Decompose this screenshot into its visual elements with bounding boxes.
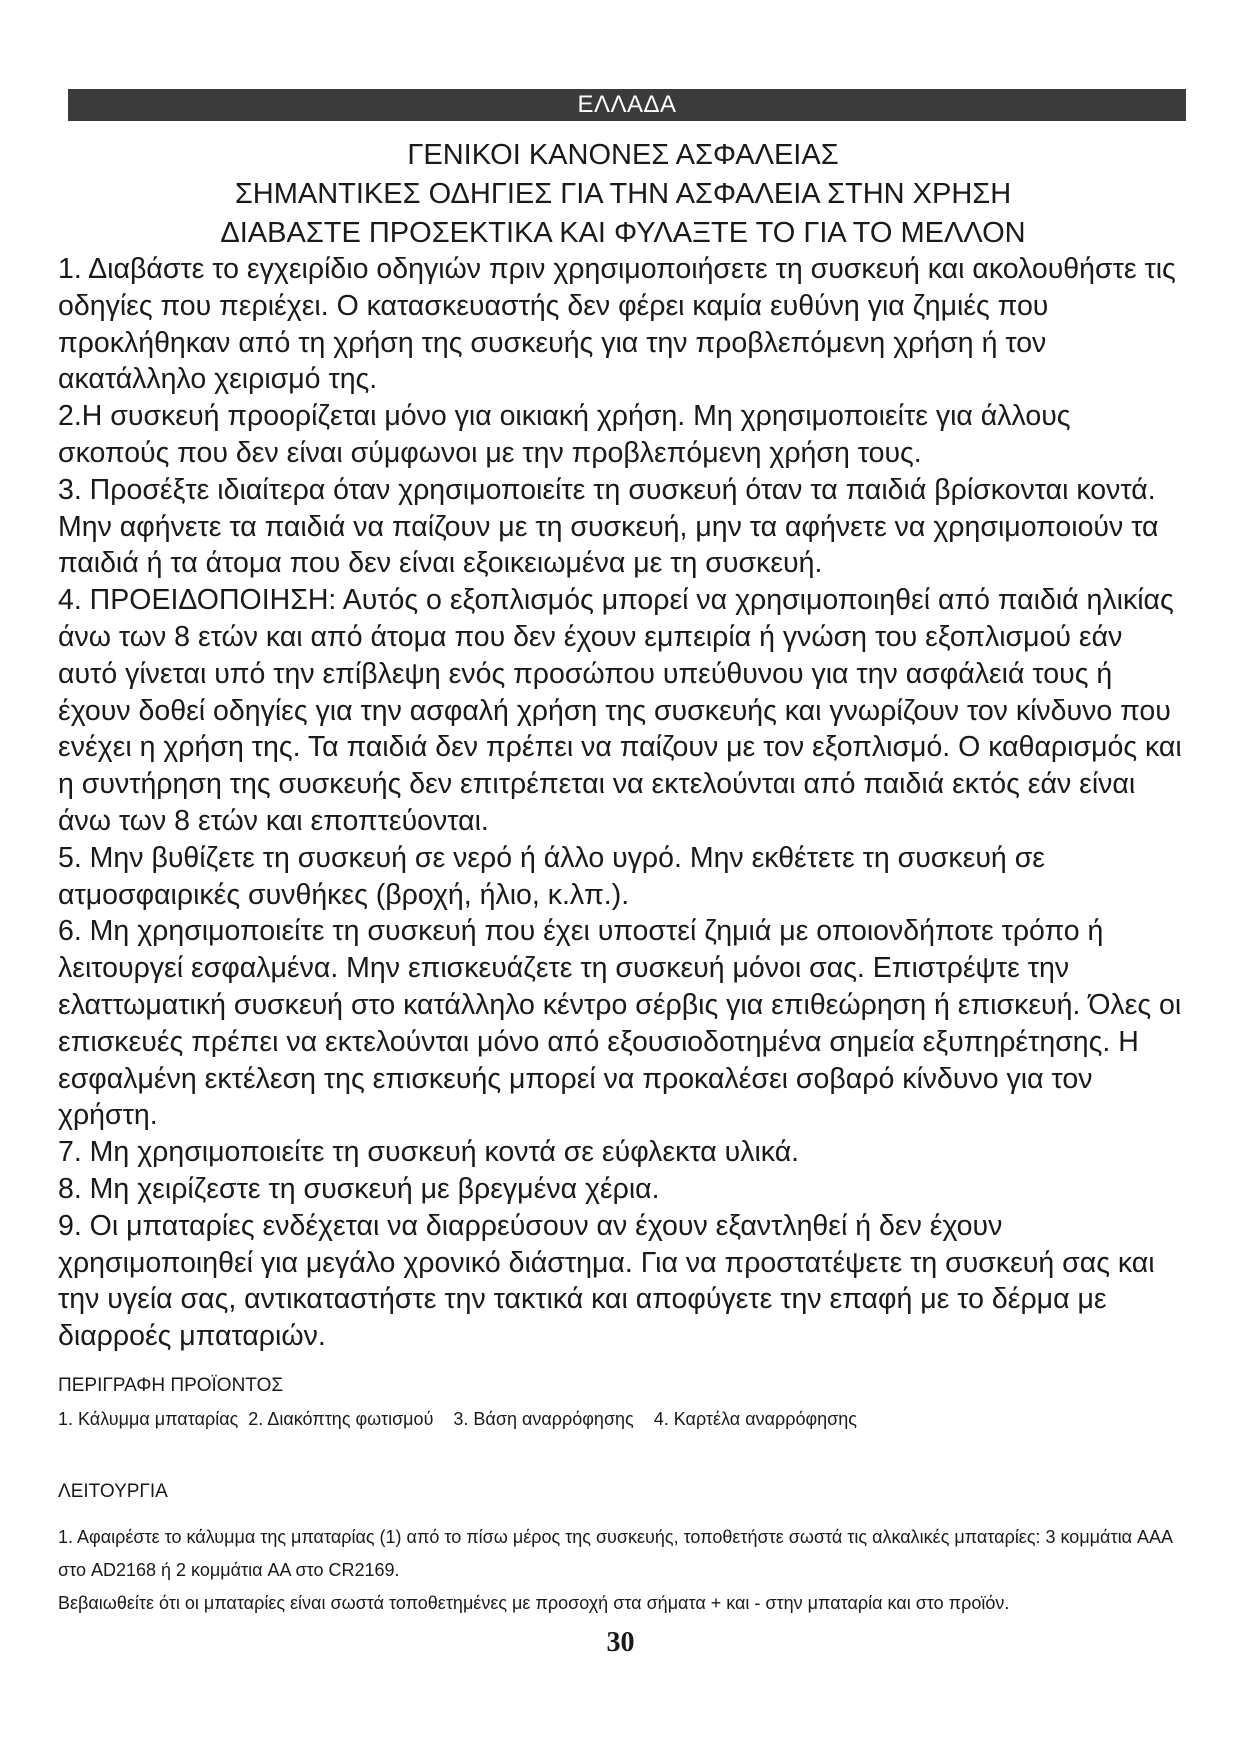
safety-rule: 9. Οι μπαταρίες ενδέχεται να διαρρεύσουν αν έχουν εξαντληθεί ή δεν έχουν χρησιμοποιηθεί για μεγάλο χρονικό διάστημα. Για να προστατέψετε τη συσκευή σας και την υγεία σας, αντικαταστήστε την τακτικά και αποφύγετε την επαφή με το δέρμα με διαρροές μπαταριών. <box>58 1209 1155 1353</box>
product-parts-list: 1. Κάλυμμα μπαταρίας 2. Διακόπτης φωτισμού 3. Βάση αναρρόφησης 4. Καρτέλα αναρρόφησης <box>58 1409 857 1429</box>
safety-rule: 6. Μη χρησιμοποιείτε τη συσκευή που έχει υποστεί ζημιά με οποιονδήποτε τρόπο ή λειτουργεί εσφαλμένα. Μην επισκευάζετε τη συσκευή μόνοι σας. Επιστρέψτε την ελαττωματική συσκευή στο κατάλληλο κέντρο σέρβις για επιθεώρηση ή επισκευή. Όλες οι επισκευές πρέπει να εκτελούνται μόνο από εξουσιοδοτημένα σημεία εξυπηρέτησης. Η εσφαλμένη εκτέλεση της επισκευής μπορεί να προκαλέσει σοβαρό κίνδυνο για τον χρήστη. <box>58 915 1182 1132</box>
safety-rules-list <box>58 251 1188 1355</box>
safety-rule: 1. Διαβάστε το εγχειρίδιο οδηγιών πριν χρησιμοποιήσετε τη συσκευή και ακολουθήστε τις οδηγίες που περιέχει. Ο κατασκευαστής δεν φέρει καμία ευθύνη για ζημιές που προκλήθηκαν από τη χρήση της συσκευής για την προβλεπόμενη χρήση ή τον ακατάλληλο χειρισμό της. <box>58 253 1176 396</box>
title-important-instructions: ΣΗΜΑΝΤΙΚΕΣ ΟΔΗΓΙΕΣ ΓΙΑ ΤΗΝ ΑΣΦΑΛΕΙΑ ΣΤΗΝ ΧΡΗΣΗ <box>234 178 1012 210</box>
safety-rule: 4. ΠΡΟΕΙΔΟΠΟΙΗΣΗ: Αυτός ο εξοπλισμός μπορεί να χρησιμοποιηθεί από παιδιά ηλικίας άνω των 8 ετών και από άτομα που δεν έχουν εμπειρία ή γνώση του εξοπλισμού εάν αυτό γίνεται υπό την επίβλεψη ενός προσώπου υπεύθυνου για την ασφάλειά τους ή έχουν δοθεί οδηγίες για την ασφαλή χρήση της συσκευής και γνωρίζουν τον κίνδυνο που ενέχει η χρήση της. Τα παιδιά δεν πρέπει να παίζουν με τον εξοπλισμό. Ο καθαρισμός και η συντήρηση της συσκευής δεν επιτρέπεται να εκτελούνται από παιδιά εκτός εάν είναι άνω των 8 ετών και εποπτεύονται. <box>58 584 1182 837</box>
operation-heading: ΛΕΙΤΟΥΡΓΙΑ <box>58 1481 168 1502</box>
operation-steps <box>58 1521 1188 1620</box>
safety-titles <box>58 136 1188 253</box>
operation-step-1: 1. Αφαιρέστε το κάλυμμα της μπαταρίας (1) από το πίσω μέρος της συσκευής, τοποθετήστε σωστά τις αλκαλικές μπαταρίες: 3 κομμάτια AAA στο AD2168 ή 2 κομμάτια AA στο CR2169. <box>58 1527 1173 1580</box>
title-read-carefully: ΔΙΑΒΑΣΤΕ ΠΡΟΣΕΚΤΙΚΑ ΚΑΙ ΦΥΛΑΞΤΕ ΤΟ ΓΙΑ ΤΟ ΜΕΛΛΟΝ <box>220 217 1026 249</box>
title-general-safety: ΓΕΝΙΚΟΙ ΚΑΝΟΝΕΣ ΑΣΦΑΛΕΙΑΣ <box>407 139 839 171</box>
page-number: 30 <box>606 1627 635 1658</box>
safety-rule: 8. Μη χειρίζεστε τη συσκευή με βρεγμένα χέρια. <box>58 1172 660 1205</box>
language-header-bar <box>68 89 1186 121</box>
product-description-heading: ΠΕΡΙΓΡΑΦΗ ΠΡΟΪΟΝΤΟΣ <box>58 1375 284 1396</box>
operation-note: Βεβαιωθείτε ότι οι μπαταρίες είναι σωστά τοποθετημένες με προσοχή στα σήματα + και - στην μπαταρία και στο προϊόν. <box>58 1593 1010 1613</box>
safety-rule: 3. Προσέξτε ιδιαίτερα όταν χρησιμοποιείτε τη συσκευή όταν τα παιδιά βρίσκονται κοντά. Μην αφήνετε τα παιδιά να παίζουν με τη συσκευή, μην τα αφήνετε να χρησιμοποιούν τα παιδιά ή τα άτομα που δεν είναι εξοικειωμένα με τη συσκευή. <box>58 473 1159 580</box>
safety-rule: 5. Μην βυθίζετε τη συσκευή σε νερό ή άλλο υγρό. Μην εκθέτετε τη συσκευή σε ατμοσφαιρικές συνθήκες (βροχή, ήλιο, κ.λπ.). <box>58 841 1045 911</box>
language-label: ΕΛΛΑΔΑ <box>577 91 677 118</box>
safety-rule: 2.Η συσκευή προορίζεται μόνο για οικιακή χρήση. Μη χρησιμοποιείτε για άλλους σκοπούς που δεν είναι σύμφωνοι με την προβλεπόμενη χρήση τους. <box>58 400 1071 469</box>
safety-rule: 7. Μη χρησιμοποιείτε τη συσκευή κοντά σε εύφλεκτα υλικά. <box>58 1136 800 1169</box>
